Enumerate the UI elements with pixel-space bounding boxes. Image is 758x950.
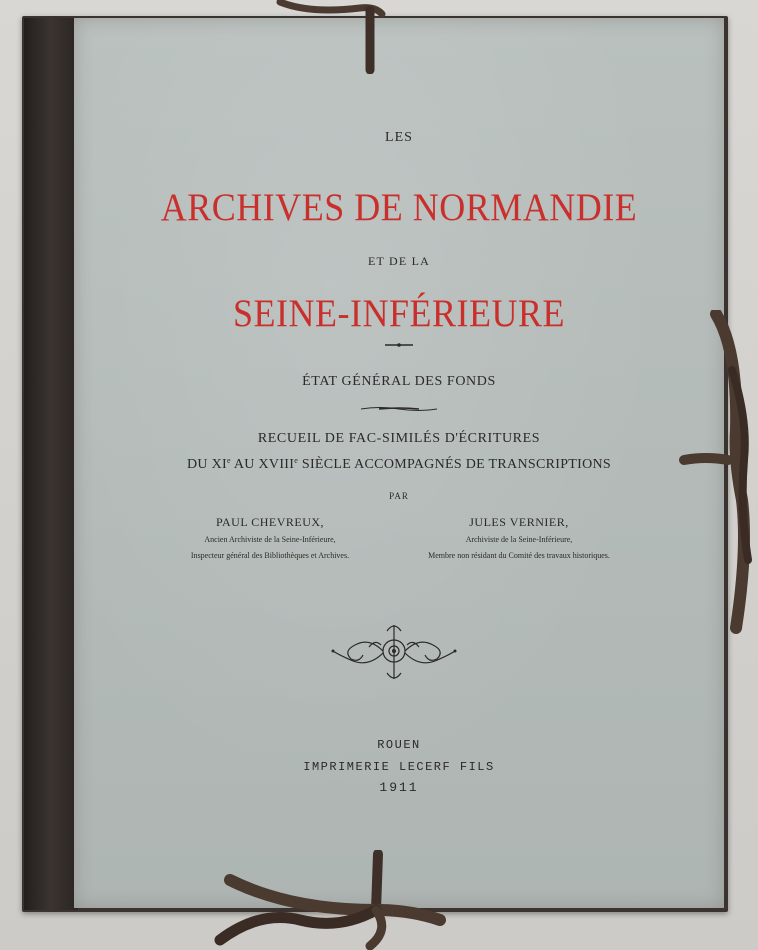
author-name: JULES VERNIER, xyxy=(469,515,569,529)
cover-page xyxy=(74,18,724,908)
main-title-line2: SEINE-INFÉRIEURE xyxy=(233,291,565,335)
century-line xyxy=(74,456,724,473)
publication-city: ROUEN xyxy=(377,738,421,752)
author-title: Inspecteur général des Bibliothèques et Archives. xyxy=(190,551,350,560)
main-title-line1: ARCHIVES DE NORMANDIE xyxy=(160,185,638,229)
by-label: PAR xyxy=(389,491,409,501)
author-name: PAUL CHEVREUX, xyxy=(215,515,325,529)
ribbon-tie-icon xyxy=(190,850,460,950)
cloth-spine xyxy=(24,18,78,910)
century-prefix: DU XI xyxy=(186,457,227,472)
title-connector: ET DE LA xyxy=(367,254,431,268)
century-suffix: SIÈCLE ACCOMPAGNÉS DE TRANSCRIPTIONS xyxy=(298,457,611,472)
author-title: Archiviste de la Seine-Inférieure, xyxy=(465,535,573,544)
printer-name: IMPRIMERIE LECERF FILS xyxy=(303,760,495,774)
author-block-right xyxy=(404,515,634,562)
collection-line: RECUEIL DE FAC-SIMILÉS D'ÉCRITURES xyxy=(257,431,541,446)
ornament-dash-icon xyxy=(375,341,423,349)
publication-year: 1911 xyxy=(379,780,419,795)
superscript-e: e xyxy=(226,456,231,465)
century-middle: AU XVIII xyxy=(230,457,295,472)
vignette-icon xyxy=(329,617,459,687)
ribbon-tie-icon xyxy=(270,0,390,74)
author-title: Membre non résidant du Comité des travaux historiques. xyxy=(428,551,610,560)
subtitle: ÉTAT GÉNÉRAL DES FONDS xyxy=(302,374,496,389)
author-title: Ancien Archiviste de la Seine-Inférieure, xyxy=(204,535,336,544)
author-block-left xyxy=(170,515,370,562)
ribbon-tie-icon xyxy=(676,310,758,640)
title-article: LES xyxy=(385,130,413,145)
ornament-rule-icon xyxy=(359,405,439,413)
superscript-e: e xyxy=(294,456,299,465)
